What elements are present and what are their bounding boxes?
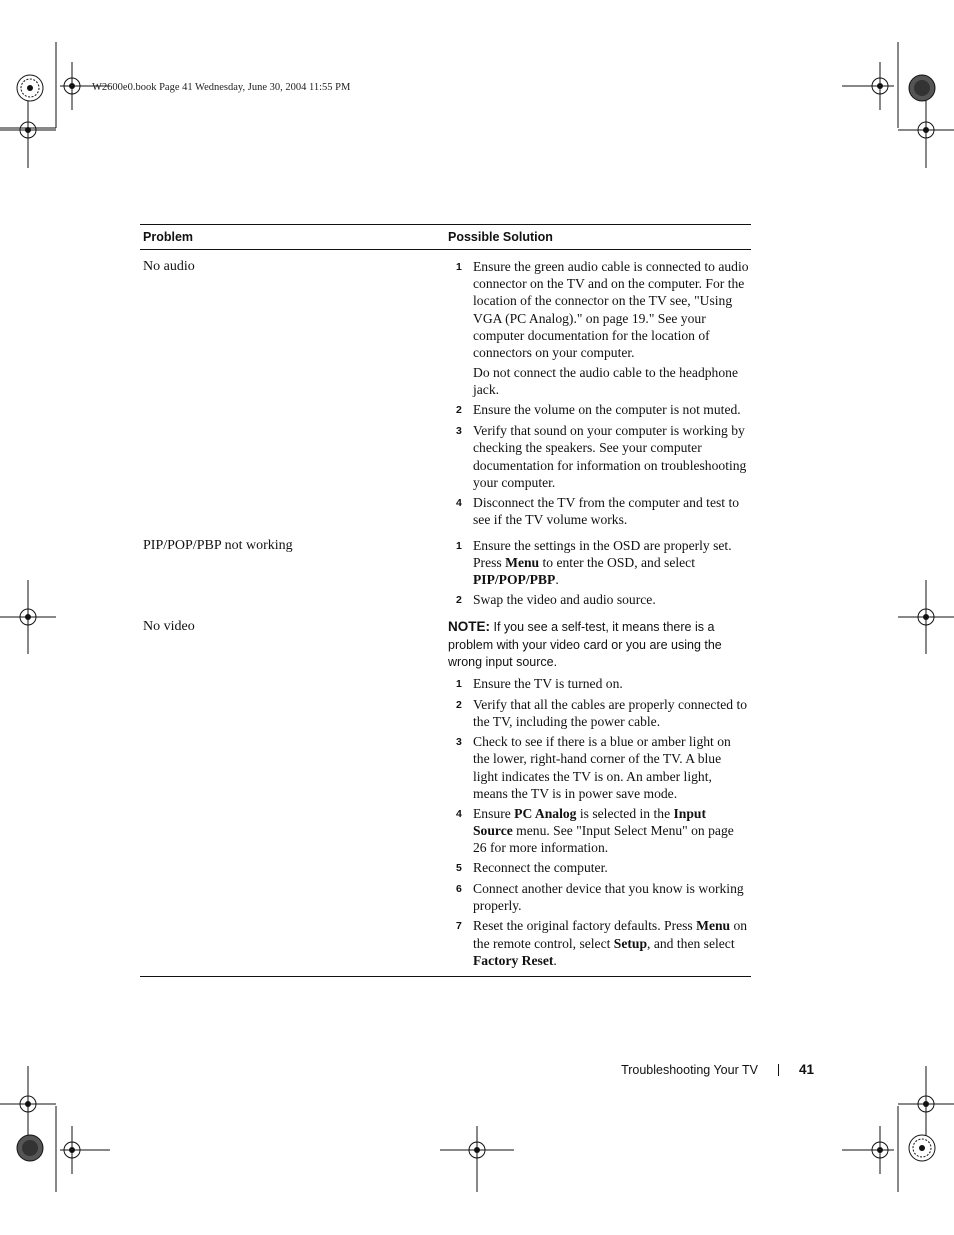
step-text: Verify that sound on your computer is working by checking the speakers. See your computer documentation for information on troubleshooting your computer. (473, 423, 747, 490)
text-run: . (553, 952, 557, 968)
menu-term: Factory Reset (473, 952, 554, 968)
text-run: menu. See "Input Select Menu" on page 26 for more information. (473, 822, 734, 856)
list-item (448, 696, 749, 730)
table-row (140, 250, 751, 531)
list-item (448, 422, 749, 491)
step-text (473, 805, 749, 857)
problem-cell: No video (143, 619, 195, 635)
step-number: 7 (456, 920, 462, 933)
step-text: Reconnect the computer. (473, 860, 608, 876)
list-item (448, 537, 749, 589)
list-item (448, 494, 749, 528)
print-header: W2600e0.book Page 41 Wednesday, June 30, 2004 11:55 PM (92, 82, 351, 93)
page-footer (621, 1062, 814, 1077)
list-item (448, 917, 749, 969)
step-text: Verify that all the cables are properly connected to the TV, including the power cable. (473, 696, 748, 730)
table-header (140, 225, 751, 250)
step-text (473, 917, 749, 969)
step-subnote: Do not connect the audio cable to the headphone jack. (473, 365, 738, 398)
step-text: Ensure the TV is turned on. (473, 675, 623, 691)
step-number: 3 (456, 425, 462, 438)
table-row (140, 531, 751, 612)
section-title: Troubleshooting Your TV (621, 1062, 758, 1077)
text-run: Ensure the settings in the OSD are properly set. Press (473, 538, 732, 571)
step-number: 3 (456, 736, 462, 749)
list-item (448, 880, 749, 914)
column-header-solution: Possible Solution (448, 230, 553, 244)
solution-cell (448, 616, 751, 971)
step-text (473, 537, 749, 589)
step-number: 2 (456, 404, 462, 417)
list-item (448, 805, 749, 857)
list-item (448, 675, 749, 693)
page-number: 41 (798, 1062, 814, 1077)
step-text: Ensure the volume on the computer is not muted. (473, 402, 741, 418)
column-header-problem: Problem (143, 230, 194, 244)
step-number: 6 (456, 883, 462, 896)
troubleshooting-table (140, 224, 751, 977)
table-row (140, 612, 751, 975)
footer-divider (778, 1064, 779, 1076)
step-text: Disconnect the TV from the computer and test to see if the TV volume works. (473, 494, 740, 528)
solution-cell (448, 256, 751, 531)
step-number: 1 (456, 540, 462, 553)
list-item (448, 401, 749, 419)
step-number: 2 (456, 594, 462, 607)
list-item (448, 258, 749, 361)
step-text: Connect another device that you know is working properly. (473, 881, 744, 914)
list-item (448, 859, 749, 877)
text-run: Ensure (473, 805, 515, 821)
step-text: Check to see if there is a blue or amber light on the lower, right-hand corner of the TV. A blue light indicates the TV is on. An amber light, means the TV is in power save mode. (473, 734, 731, 801)
text-run: to enter the OSD, and select (539, 555, 695, 571)
step-number: 1 (456, 261, 462, 273)
menu-term: PIP/POP/PBP (473, 572, 556, 588)
step-number: 2 (456, 698, 462, 711)
text-run: . (555, 572, 559, 588)
problem-cell: PIP/POP/PBP not working (143, 538, 293, 554)
step-number: 4 (456, 807, 462, 820)
solution-cell (448, 535, 751, 612)
step-text: Ensure the green audio cable is connected to audio connector on the TV and on the computer. For the location of the connector on the TV see, "Using VGA (PC Analog)." on page 19." See your computer documentation for the location of connectors on your computer. (473, 259, 749, 361)
list-item (448, 733, 749, 802)
text-run: is selected in the (576, 805, 674, 821)
note-text: If you see a self-test, it means there is a problem with your video card or you are using the wrong input source. (448, 620, 722, 670)
step-number: 5 (456, 862, 462, 875)
step-number: 1 (456, 677, 462, 690)
step-number: 4 (456, 496, 462, 509)
text-run: , and then select (647, 935, 735, 951)
step-text: Swap the video and audio source. (473, 592, 656, 608)
menu-term: Menu (696, 918, 731, 934)
menu-term: Input Source (473, 805, 706, 838)
menu-term: Menu (505, 555, 540, 571)
note (448, 618, 749, 672)
list-item (448, 591, 749, 609)
text-run: on the remote control, select (473, 918, 748, 951)
menu-term: Setup (613, 935, 648, 951)
note-label: NOTE: (448, 619, 490, 635)
problem-cell: No audio (143, 259, 195, 274)
text-run: Reset the original factory defaults. Press (473, 918, 697, 934)
menu-term: PC Analog (514, 805, 577, 821)
